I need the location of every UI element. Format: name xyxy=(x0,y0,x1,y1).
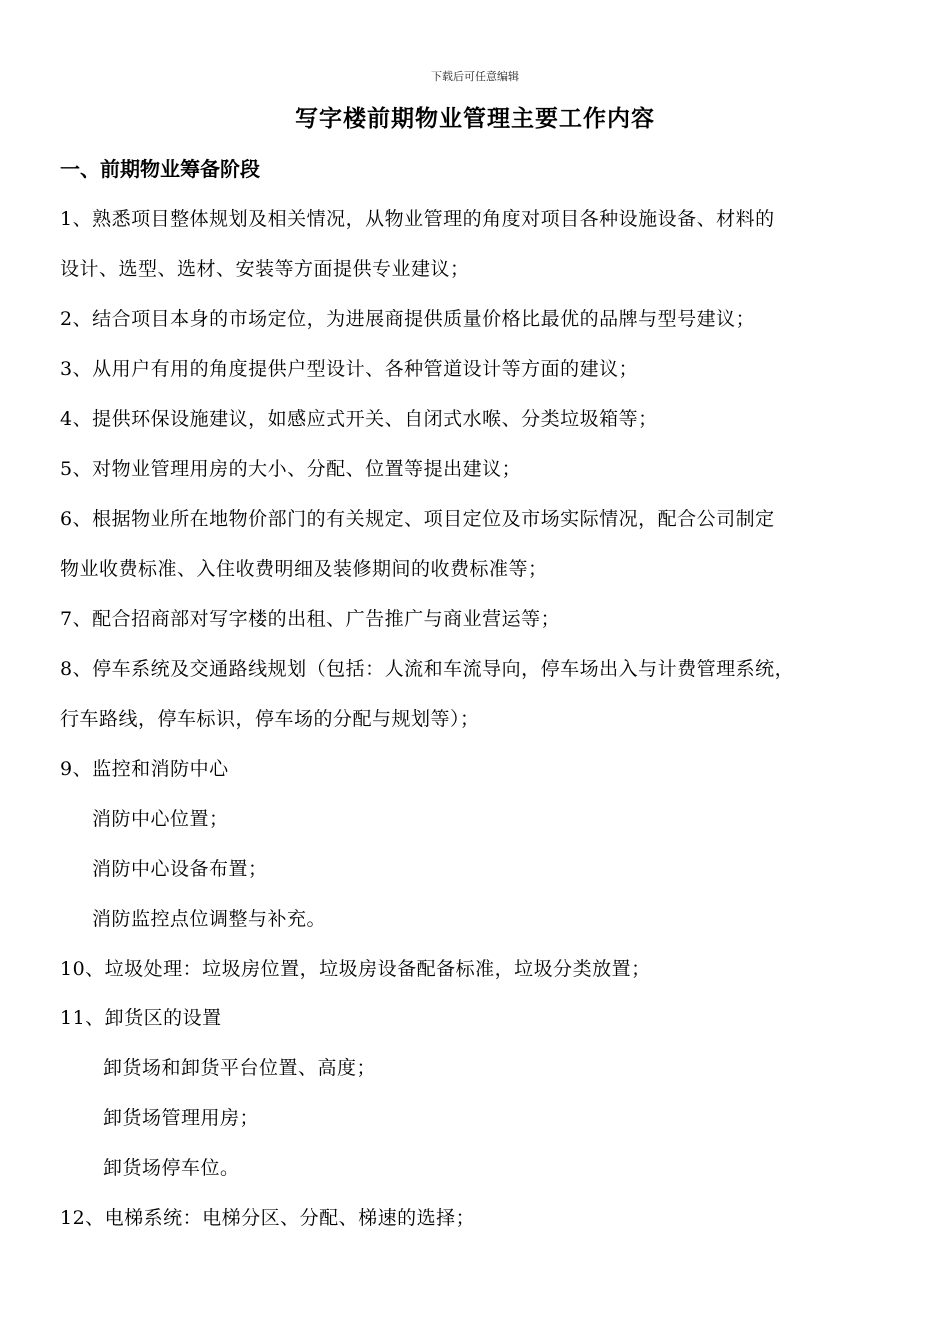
item-2: 2、结合项目本身的市场定位，为进展商提供质量价格比最优的品牌与型号建议； xyxy=(60,308,756,330)
item-11-sub-1: 卸货场和卸货平台位置、高度； xyxy=(103,1057,377,1079)
item-6-line-2: 物业收费标准、入住收费明细及装修期间的收费标准等； xyxy=(60,558,548,580)
item-9-sub-2: 消防中心设备布置； xyxy=(92,858,268,880)
item-11-sub-3: 卸货场停车位。 xyxy=(103,1157,240,1179)
item-8-line-1: 8、停车系统及交通路线规划（包括：人流和车流导向，停车场出入与计费管理系统， xyxy=(60,658,795,680)
item-11-sub-2: 卸货场管理用房； xyxy=(103,1107,260,1129)
item-9-sub-3: 消防监控点位调整与补充。 xyxy=(92,908,327,930)
header-note: 下载后可任意编辑 xyxy=(431,70,519,83)
item-11: 11、卸货区的设置 xyxy=(60,1007,222,1029)
item-7: 7、配合招商部对写字楼的出租、广告推广与商业营运等； xyxy=(60,608,561,630)
item-3: 3、从用户有用的角度提供户型设计、各种管道设计等方面的建议； xyxy=(60,358,639,380)
item-12: 12、电梯系统：电梯分区、分配、梯速的选择； xyxy=(60,1207,476,1229)
item-4: 4、提供环保设施建议，如感应式开关、自闭式水喉、分类垃圾箱等； xyxy=(60,408,658,430)
item-8-line-2: 行车路线，停车标识，停车场的分配与规划等）； xyxy=(60,708,480,730)
item-6-line-1: 6、根据物业所在地物价部门的有关规定、项目定位及市场实际情况，配合公司制定 xyxy=(60,508,775,530)
item-1-line-1: 1、熟悉项目整体规划及相关情况，从物业管理的角度对项目各种设施设备、材料的 xyxy=(60,208,775,230)
section-heading: 一、前期物业筹备阶段 xyxy=(60,157,260,181)
item-5: 5、对物业管理用房的大小、分配、位置等提出建议； xyxy=(60,458,522,480)
item-9-sub-1: 消防中心位置； xyxy=(92,808,229,830)
item-9: 9、监控和消防中心 xyxy=(60,758,229,780)
item-10: 10、垃圾处理：垃圾房位置，垃圾房设备配备标准，垃圾分类放置； xyxy=(60,958,651,980)
document-title: 写字楼前期物业管理主要工作内容 xyxy=(295,105,655,132)
item-1-line-2: 设计、选型、选材、安装等方面提供专业建议； xyxy=(60,258,470,280)
